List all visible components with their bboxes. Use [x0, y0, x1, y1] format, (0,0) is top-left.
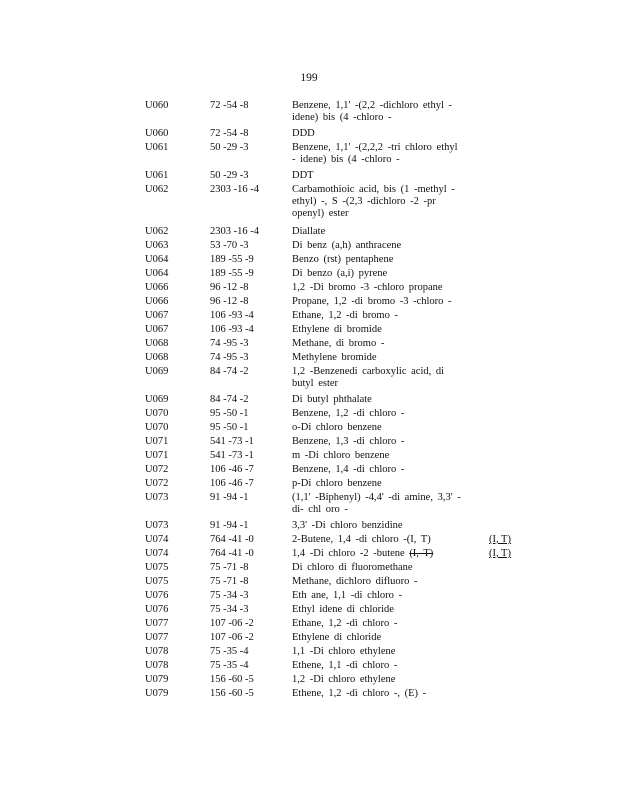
table-row — [0, 492, 618, 515]
substance-name-text: Ethyl idene di chloride — [292, 604, 394, 615]
substance-name — [292, 618, 462, 630]
substance-name — [292, 646, 462, 658]
substance-name — [292, 534, 462, 546]
table-row — [0, 590, 618, 604]
substance-name — [292, 394, 462, 406]
substance-name-text: Di benz (a,h) anthracene — [292, 240, 402, 251]
table-row — [0, 618, 618, 632]
table-row — [0, 310, 618, 324]
substance-name-text: 3,3' -Di chloro benzidine — [292, 520, 403, 531]
substance-name-text: Diallate — [292, 226, 326, 237]
table-row — [0, 324, 618, 338]
cas-number: 74 -95 -3 — [210, 352, 249, 363]
substance-name — [292, 142, 462, 166]
substance-name — [292, 576, 462, 588]
waste-code: U067 — [145, 324, 169, 335]
substance-name-text: Propane, 1,2 -di bromo -3 -chloro - — [292, 296, 452, 307]
table-row — [0, 408, 618, 422]
substance-name-text: Di chloro di fluoromethane — [292, 562, 413, 573]
substance-name-text: Di benzo (a,i) pyrene — [292, 268, 388, 279]
waste-code: U075 — [145, 576, 169, 587]
table-row — [0, 142, 618, 165]
substance-name-text: Di butyl phthalate — [292, 394, 372, 405]
cas-number: 764 -41 -0 — [210, 534, 254, 545]
substance-name-text: Benzo (rst) pentaphene — [292, 254, 394, 265]
waste-code: U062 — [145, 184, 169, 195]
cas-number: 50 -29 -3 — [210, 170, 249, 181]
substance-name-text: Benzene, 1,2 -di chloro - — [292, 408, 405, 419]
waste-code: U073 — [145, 520, 169, 531]
cas-number: 156 -60 -5 — [210, 674, 254, 685]
substance-name — [292, 590, 462, 602]
waste-code: U078 — [145, 646, 169, 657]
table-row — [0, 254, 618, 268]
table-row — [0, 576, 618, 590]
substance-name-text: Eth ane, 1,1 -di chloro - — [292, 590, 403, 601]
waste-code: U061 — [145, 170, 169, 181]
table-row — [0, 534, 618, 548]
substance-name — [292, 688, 462, 700]
substance-name — [292, 338, 462, 350]
substance-name-text: Benzene, 1,3 -di chloro - — [292, 436, 405, 447]
substance-name — [292, 184, 462, 220]
substance-name-text: o-Di chloro benzene — [292, 422, 382, 433]
waste-code: U064 — [145, 268, 169, 279]
substance-name — [292, 422, 462, 434]
cas-number: 72 -54 -8 — [210, 100, 249, 111]
waste-code: U067 — [145, 310, 169, 321]
substance-name-text: Methane, dichloro difluoro - — [292, 576, 418, 587]
waste-code: U060 — [145, 128, 169, 139]
cas-number: 50 -29 -3 — [210, 142, 249, 153]
substance-name-text: 1,2 -Benzenedi carboxylic acid, di butyl ester — [292, 366, 445, 389]
waste-code: U063 — [145, 240, 169, 251]
hazard-code: (I, T) — [489, 534, 511, 545]
waste-code: U078 — [145, 660, 169, 671]
cas-number: 96 -12 -8 — [210, 296, 249, 307]
substance-name-text: Carbamothioic acid, bis (1 -methyl - ethyl) -, S -(2,3 -dichloro -2 -pr openyl) ester — [292, 184, 455, 219]
substance-name-text: DDD — [292, 128, 315, 139]
hazard-code: (I, T) — [489, 548, 511, 559]
cas-number: 75 -71 -8 — [210, 576, 249, 587]
cas-number: 91 -94 -1 — [210, 492, 249, 503]
cas-number: 764 -41 -0 — [210, 548, 254, 559]
substance-name — [292, 100, 462, 124]
table-row — [0, 478, 618, 492]
waste-code: U072 — [145, 464, 169, 475]
substance-name — [292, 324, 462, 336]
table-row — [0, 422, 618, 436]
table-row — [0, 646, 618, 660]
waste-code: U066 — [145, 282, 169, 293]
substance-name — [292, 604, 462, 616]
cas-number: 84 -74 -2 — [210, 366, 249, 377]
cas-number: 74 -95 -3 — [210, 338, 249, 349]
substance-name — [292, 310, 462, 322]
substance-name — [292, 450, 462, 462]
struck-hazard-code: (I, T) — [409, 548, 434, 559]
waste-code: U074 — [145, 534, 169, 545]
table-row — [0, 688, 618, 702]
substance-name-text: 1,1 -Di chloro ethylene — [292, 646, 396, 657]
substance-name — [292, 170, 462, 182]
cas-number: 75 -34 -3 — [210, 604, 249, 615]
waste-code: U062 — [145, 226, 169, 237]
substance-name-text: Benzene, 1,1' -(2,2 -dichloro ethyl - idene) bis (4 -chloro - — [292, 100, 453, 123]
cas-number: 106 -93 -4 — [210, 324, 254, 335]
waste-code: U060 — [145, 100, 169, 111]
table-row — [0, 282, 618, 296]
waste-code: U072 — [145, 478, 169, 489]
substance-name — [292, 254, 462, 266]
substance-name-text: Ethane, 1,2 -di bromo - — [292, 310, 398, 321]
waste-code: U066 — [145, 296, 169, 307]
substance-name-text: Ethene, 1,1 -di chloro - — [292, 660, 398, 671]
waste-code: U064 — [145, 254, 169, 265]
table-row — [0, 660, 618, 674]
table-row — [0, 184, 618, 219]
waste-code: U073 — [145, 492, 169, 503]
substance-name — [292, 128, 462, 140]
cas-number: 189 -55 -9 — [210, 254, 254, 265]
table-row — [0, 100, 618, 123]
substance-name-text: Ethylene di bromide — [292, 324, 382, 335]
table-row — [0, 674, 618, 688]
waste-code: U077 — [145, 632, 169, 643]
substance-name-text: Methane, di bromo - — [292, 338, 385, 349]
table-row — [0, 520, 618, 534]
substance-name — [292, 520, 462, 532]
waste-code: U069 — [145, 394, 169, 405]
cas-number: 189 -55 -9 — [210, 268, 254, 279]
substance-name — [292, 240, 462, 252]
substance-name — [292, 464, 462, 476]
substance-name-text: Ethene, 1,2 -di chloro -, (E) - — [292, 688, 427, 699]
cas-number: 2303 -16 -4 — [210, 226, 259, 237]
substance-name — [292, 226, 462, 238]
cas-number: 75 -34 -3 — [210, 590, 249, 601]
substance-name-text: Ethane, 1,2 -di chloro - — [292, 618, 398, 629]
substance-name-text: 1,2 -Di chloro ethylene — [292, 674, 396, 685]
substance-name-text: m -Di chloro benzene — [292, 450, 390, 461]
substance-name-text: Benzene, 1,4 -di chloro - — [292, 464, 405, 475]
substance-name-text: Benzene, 1,1' -(2,2,2 -tri chloro ethyl - idene) bis (4 -chloro - — [292, 142, 458, 165]
cas-number: 541 -73 -1 — [210, 436, 254, 447]
page-number: 199 — [300, 72, 318, 84]
waste-code: U069 — [145, 366, 169, 377]
substance-name — [292, 282, 462, 294]
cas-number: 2303 -16 -4 — [210, 184, 259, 195]
waste-code: U074 — [145, 548, 169, 559]
table-row — [0, 366, 618, 389]
table-row — [0, 240, 618, 254]
cas-number: 107 -06 -2 — [210, 618, 254, 629]
substance-name — [292, 436, 462, 448]
table-row — [0, 170, 618, 184]
substance-name — [292, 548, 462, 560]
table-row — [0, 632, 618, 646]
cas-number: 106 -46 -7 — [210, 464, 254, 475]
table-row — [0, 338, 618, 352]
cas-number: 53 -70 -3 — [210, 240, 249, 251]
cas-number: 75 -35 -4 — [210, 646, 249, 657]
cas-number: 75 -35 -4 — [210, 660, 249, 671]
table-row — [0, 464, 618, 478]
substance-name-text: (1,1' -Biphenyl) -4,4' -di amine, 3,3' -di- chl oro - — [292, 492, 461, 515]
substance-name — [292, 660, 462, 672]
cas-number: 541 -73 -1 — [210, 450, 254, 461]
substance-name — [292, 632, 462, 644]
substance-name — [292, 352, 462, 364]
cas-number: 75 -71 -8 — [210, 562, 249, 573]
cas-number: 84 -74 -2 — [210, 394, 249, 405]
substance-name — [292, 366, 462, 390]
cas-number: 95 -50 -1 — [210, 408, 249, 419]
waste-code: U079 — [145, 688, 169, 699]
waste-code: U071 — [145, 436, 169, 447]
waste-code: U068 — [145, 352, 169, 363]
substance-name — [292, 492, 462, 516]
table-row — [0, 562, 618, 576]
cas-number: 96 -12 -8 — [210, 282, 249, 293]
waste-code: U075 — [145, 562, 169, 573]
table-row — [0, 548, 618, 562]
table-row — [0, 604, 618, 618]
table-row — [0, 128, 618, 142]
table-row — [0, 450, 618, 464]
waste-code: U076 — [145, 590, 169, 601]
cas-number: 72 -54 -8 — [210, 128, 249, 139]
waste-code: U079 — [145, 674, 169, 685]
table-row — [0, 436, 618, 450]
substance-name-text: 2-Butene, 1,4 -di chloro -(I, T) — [292, 534, 431, 545]
table-row — [0, 296, 618, 310]
cas-number: 156 -60 -5 — [210, 688, 254, 699]
substance-name — [292, 562, 462, 574]
waste-code: U068 — [145, 338, 169, 349]
cas-number: 107 -06 -2 — [210, 632, 254, 643]
substance-name — [292, 268, 462, 280]
table-row — [0, 226, 618, 240]
substance-name — [292, 296, 462, 308]
substance-name — [292, 674, 462, 686]
waste-code: U061 — [145, 142, 169, 153]
substance-name — [292, 408, 462, 420]
waste-code: U071 — [145, 450, 169, 461]
waste-code: U077 — [145, 618, 169, 629]
substance-name-text: Ethylene di chloride — [292, 632, 382, 643]
table-row — [0, 268, 618, 282]
cas-number: 106 -46 -7 — [210, 478, 254, 489]
waste-code: U070 — [145, 408, 169, 419]
cas-number: 91 -94 -1 — [210, 520, 249, 531]
cas-number: 95 -50 -1 — [210, 422, 249, 433]
table-row — [0, 352, 618, 366]
substance-name — [292, 478, 462, 490]
table-row — [0, 394, 618, 408]
substance-name-text: p-Di chloro benzene — [292, 478, 382, 489]
cas-number: 106 -93 -4 — [210, 310, 254, 321]
substance-name-text: DDT — [292, 170, 314, 181]
waste-code: U070 — [145, 422, 169, 433]
substance-name-text: Methylene bromide — [292, 352, 377, 363]
waste-code: U076 — [145, 604, 169, 615]
substance-name-text: 1,4 -Di chloro -2 -butene — [292, 548, 405, 559]
substance-name-text: 1,2 -Di bromo -3 -chloro propane — [292, 282, 443, 293]
